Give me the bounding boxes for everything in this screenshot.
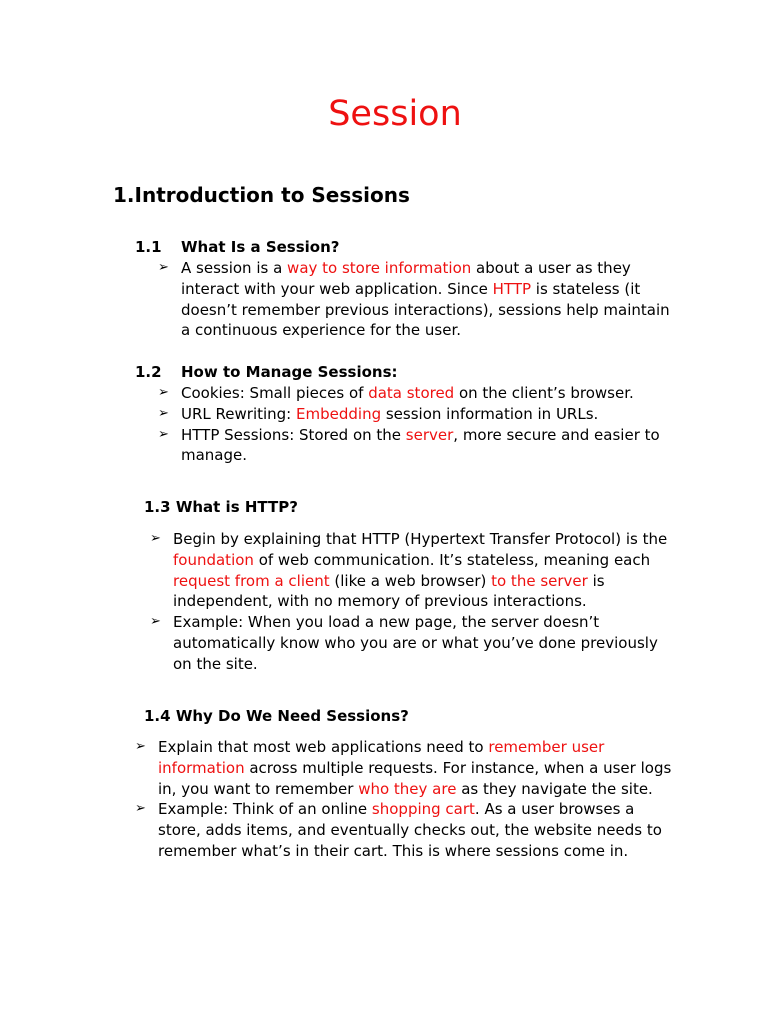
bullet-item bbox=[150, 529, 678, 612]
heading-text: Introduction to Sessions bbox=[134, 183, 410, 207]
section-title: What Is a Session? bbox=[181, 238, 340, 256]
section-heading-1-1 bbox=[135, 237, 339, 258]
arrowhead-bullet-icon: ➢ bbox=[158, 385, 169, 400]
bullet-text: (like a web browser) bbox=[329, 571, 492, 590]
heading-number: 1. bbox=[113, 183, 135, 207]
highlighted-text: server bbox=[405, 425, 454, 444]
bullet-text: is stateless (it doesn’t remember previous interactions), sessions help maintain a continuous experience for the user. bbox=[181, 279, 670, 340]
arrowhead-bullet-icon: ➢ bbox=[158, 426, 169, 442]
bullet-item bbox=[158, 383, 678, 404]
section-1-4-bullets bbox=[135, 737, 681, 862]
arrowhead-bullet-icon: ➢ bbox=[135, 739, 146, 754]
bullet-item bbox=[135, 799, 681, 861]
bullet-item bbox=[158, 404, 678, 425]
section-number: 1.4 bbox=[144, 707, 171, 725]
section-1-2-bullets bbox=[158, 383, 678, 466]
bullet-text: Example: Think of an online bbox=[158, 800, 372, 819]
section-1-1-bullets bbox=[158, 258, 678, 341]
highlighted-text: to the server bbox=[491, 571, 588, 590]
bullet-text: Example: When you load a new page, the server doesn’t automatically know who you are or what you’ve done previously on the site. bbox=[173, 613, 658, 673]
section-title: What is HTTP? bbox=[175, 498, 298, 516]
bullet-text: across multiple requests. For instance, when a user logs in, you want to remember bbox=[158, 758, 672, 798]
highlighted-text: Embedding bbox=[296, 404, 382, 423]
bullet-item bbox=[135, 737, 681, 799]
section-title: How to Manage Sessions: bbox=[181, 363, 398, 381]
section-number: 1.3 bbox=[144, 498, 171, 516]
bullet-text: is independent, with no memory of previous interactions. bbox=[173, 571, 605, 611]
bullet-text: on the client’s browser. bbox=[454, 384, 634, 402]
section-number: 1.1 bbox=[135, 238, 162, 256]
bullet-text: about a user as they interact with your web application. Since bbox=[181, 259, 631, 298]
bullet-item bbox=[158, 425, 678, 467]
highlighted-text: data stored bbox=[368, 384, 455, 402]
arrowhead-bullet-icon: ➢ bbox=[158, 405, 169, 421]
bullet-text: Cookies: Small pieces of bbox=[181, 384, 369, 402]
document-title: Session bbox=[328, 94, 462, 134]
bullet-text: Begin by explaining that HTTP (Hypertext Transfer Protocol) is the bbox=[173, 530, 668, 548]
arrowhead-bullet-icon: ➢ bbox=[135, 801, 146, 817]
section-1-3-bullets bbox=[150, 529, 678, 675]
highlighted-text: remember user information bbox=[158, 738, 605, 777]
highlighted-text: shopping cart bbox=[371, 800, 475, 819]
bullet-text: URL Rewriting: bbox=[181, 404, 297, 423]
bullet-item bbox=[158, 258, 678, 341]
bullet-text: HTTP Sessions: Stored on the bbox=[181, 425, 406, 444]
highlighted-text: request from a client bbox=[173, 571, 330, 590]
bullet-text: session information in URLs. bbox=[381, 404, 599, 423]
bullet-text: , more secure and easier to manage. bbox=[181, 425, 660, 465]
section-heading-1-2 bbox=[135, 362, 398, 383]
highlighted-text: HTTP bbox=[492, 279, 532, 298]
bullet-text: . As a user browses a store, adds items, and eventually checks out, the website needs to remember what’s in their cart. This is where sessions come in. bbox=[158, 800, 662, 860]
section-number: 1.2 bbox=[135, 363, 162, 381]
section-title: Why Do We Need Sessions? bbox=[175, 707, 409, 725]
bullet-text: as they navigate the site. bbox=[456, 779, 653, 798]
bullet-text: Explain that most web applications need to bbox=[158, 738, 489, 756]
arrowhead-bullet-icon: ➢ bbox=[150, 531, 161, 546]
heading-introduction bbox=[113, 182, 410, 208]
highlighted-text: who they are bbox=[358, 779, 457, 798]
arrowhead-bullet-icon: ➢ bbox=[158, 260, 169, 275]
section-heading-1-3 bbox=[144, 497, 298, 518]
bullet-text: of web communication. It’s stateless, meaning each bbox=[253, 550, 651, 569]
section-heading-1-4 bbox=[144, 706, 409, 727]
highlighted-text: way to store information bbox=[287, 259, 472, 277]
arrowhead-bullet-icon: ➢ bbox=[150, 614, 161, 630]
bullet-text: A session is a bbox=[181, 259, 288, 277]
highlighted-text: foundation bbox=[173, 550, 254, 569]
bullet-item bbox=[150, 612, 678, 674]
